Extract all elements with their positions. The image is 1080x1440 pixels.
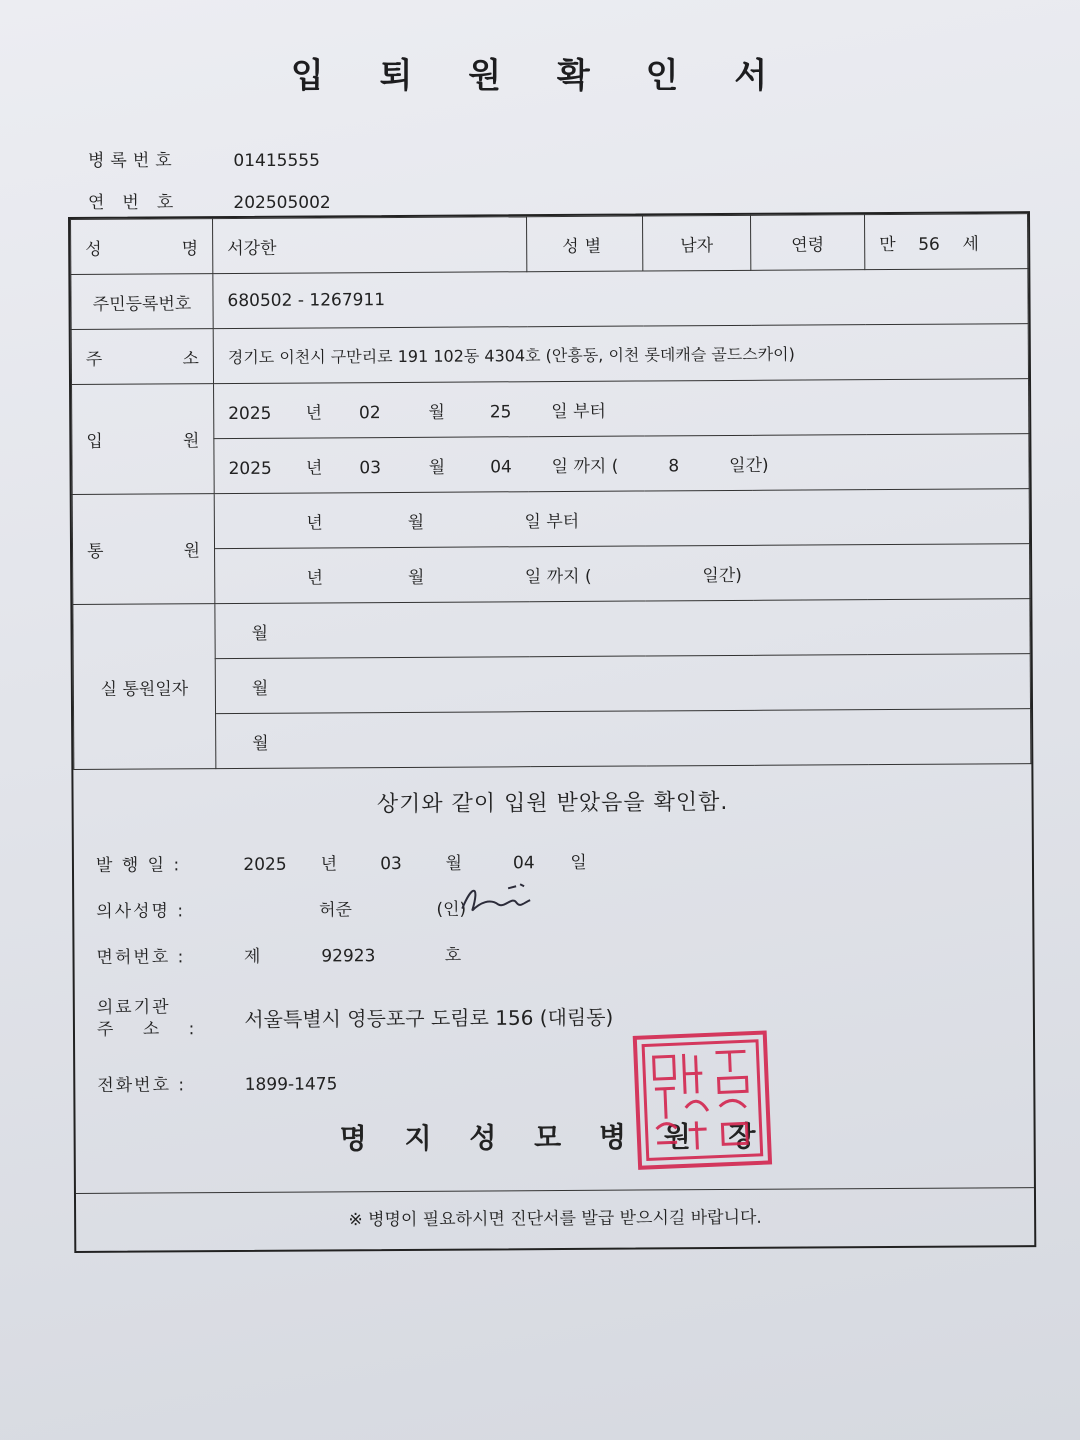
unit-month: 월	[407, 567, 425, 588]
admission-to-year: 2025	[228, 458, 272, 479]
issuance-section	[73, 769, 1034, 1251]
address-label: 주 소	[71, 329, 213, 385]
unit-month: 월	[445, 853, 463, 874]
institution-label-line1: 의료기관	[96, 997, 171, 1018]
admission-from-year: 2025	[228, 403, 272, 424]
sex-value: 남자	[643, 215, 751, 271]
age-cell	[865, 214, 1028, 270]
issue-day: 04	[512, 853, 535, 874]
issue-date-label: 발 행 일 :	[95, 855, 182, 876]
admission-to-day: 04	[490, 456, 512, 477]
unit-until: 까지 (	[546, 566, 592, 587]
issue-year: 2025	[243, 854, 287, 875]
doctor-name: 허준	[318, 900, 352, 921]
phone-label: 전화번호 :	[97, 1075, 187, 1096]
document-title: 입 퇴 원 확 인 서	[290, 56, 790, 96]
age-prefix: 만	[879, 234, 896, 255]
signature-icon	[458, 880, 538, 916]
unit-month: 월	[407, 512, 425, 533]
admission-from	[214, 379, 1029, 439]
unit-year: 년	[306, 567, 324, 589]
admission-to-row	[72, 434, 1029, 495]
admission-to-month: 03	[359, 457, 382, 478]
seal-mark: (인)	[436, 899, 467, 920]
age-value: 56	[918, 234, 940, 255]
license-prefix: 제	[243, 946, 261, 967]
hospital-director: 명 지 성 모 병 원 장	[339, 1119, 770, 1156]
phone-row	[97, 1069, 337, 1095]
unit-month: 월	[428, 402, 445, 423]
serial-number-value: 202505002	[233, 193, 331, 213]
admission-days: 8	[668, 455, 680, 476]
unit-year: 년	[306, 512, 323, 534]
address-value: 경기도 이천시 구만리로 191 102동 4304호 (안흥동, 이천 롯데캐슬 골드스카이)	[213, 324, 1028, 384]
unit-year: 년	[320, 854, 338, 875]
unit-year: 년	[305, 402, 323, 424]
age-label: 연령	[751, 215, 865, 271]
actual-row-2	[73, 654, 1030, 715]
age-suffix: 세	[962, 233, 979, 255]
institution-row	[97, 994, 614, 1041]
actual-month-2: 월	[215, 654, 1030, 714]
name-row	[71, 214, 1028, 275]
actual-visit-label: 실 통원일자	[73, 604, 216, 770]
outpatient-to	[215, 544, 1030, 604]
rrn-row	[71, 269, 1028, 330]
patient-name: 서강한	[213, 217, 527, 274]
actual-month-3: 월	[216, 709, 1031, 769]
admission-from-row	[72, 379, 1029, 440]
footnote: ※ 병명이 필요하시면 진단서를 발급 받으시길 바랍니다.	[76, 1187, 1034, 1250]
admission-to	[214, 434, 1029, 494]
doctor-row	[96, 895, 466, 922]
admission-from-day: 25	[489, 401, 512, 422]
unit-days: 일간)	[702, 565, 742, 586]
unit-days: 일간)	[729, 455, 769, 476]
outpatient-from-row	[72, 489, 1029, 550]
unit-day: 일	[551, 401, 568, 422]
unit-year: 년	[305, 457, 323, 479]
unit-from: 부터	[573, 401, 606, 422]
actual-row-1	[73, 599, 1030, 660]
unit-from: 부터	[546, 511, 580, 532]
rrn-label: 주민등록번호	[71, 274, 213, 330]
license-row	[96, 941, 461, 968]
admission-from-month: 02	[358, 402, 381, 423]
unit-until: 까지 (	[573, 456, 619, 477]
issue-month: 03	[380, 853, 402, 875]
serial-number-label: 연번호	[88, 193, 192, 213]
license-number: 92923	[321, 946, 376, 967]
serial-number-row	[88, 188, 331, 213]
rrn-value: 680502 - 1267911	[213, 269, 1028, 329]
record-number-row	[88, 146, 320, 171]
institution-label	[97, 996, 239, 1041]
phone-number: 1899-1475	[244, 1074, 338, 1095]
unit-day: 일	[551, 456, 569, 477]
unit-day: 일	[524, 566, 542, 587]
sex-label: 성별	[527, 216, 643, 272]
actual-row-3	[74, 709, 1031, 770]
outpatient-from	[214, 489, 1029, 549]
actual-month-1: 월	[215, 599, 1030, 659]
record-number-value: 01415555	[233, 151, 320, 171]
license-label: 면허번호 :	[96, 947, 186, 968]
doctor-label: 의사성명 :	[96, 901, 186, 922]
license-suffix: 호	[444, 945, 462, 966]
outpatient-to-row	[73, 544, 1030, 605]
name-label: 성 명	[71, 219, 213, 275]
confirm-statement: 상기와 같이 입원 받았음을 확인함.	[376, 789, 729, 818]
unit-day: 일	[524, 511, 541, 532]
outpatient-label: 통 원	[72, 494, 215, 605]
unit-day: 일	[570, 852, 587, 873]
admission-label: 입 원	[72, 384, 215, 495]
patient-table	[70, 213, 1031, 770]
hospital-seal-icon	[633, 1030, 772, 1169]
institution-address: 서울특별시 영등포구 도림로 156 (대림동)	[244, 1005, 614, 1032]
certificate-frame	[68, 211, 1036, 1253]
issue-date-row	[96, 848, 587, 876]
record-number-label: 병록번호	[88, 151, 178, 171]
address-row	[71, 324, 1028, 385]
unit-month: 월	[428, 457, 446, 478]
institution-label-line2: 주 소 :	[96, 1019, 207, 1040]
